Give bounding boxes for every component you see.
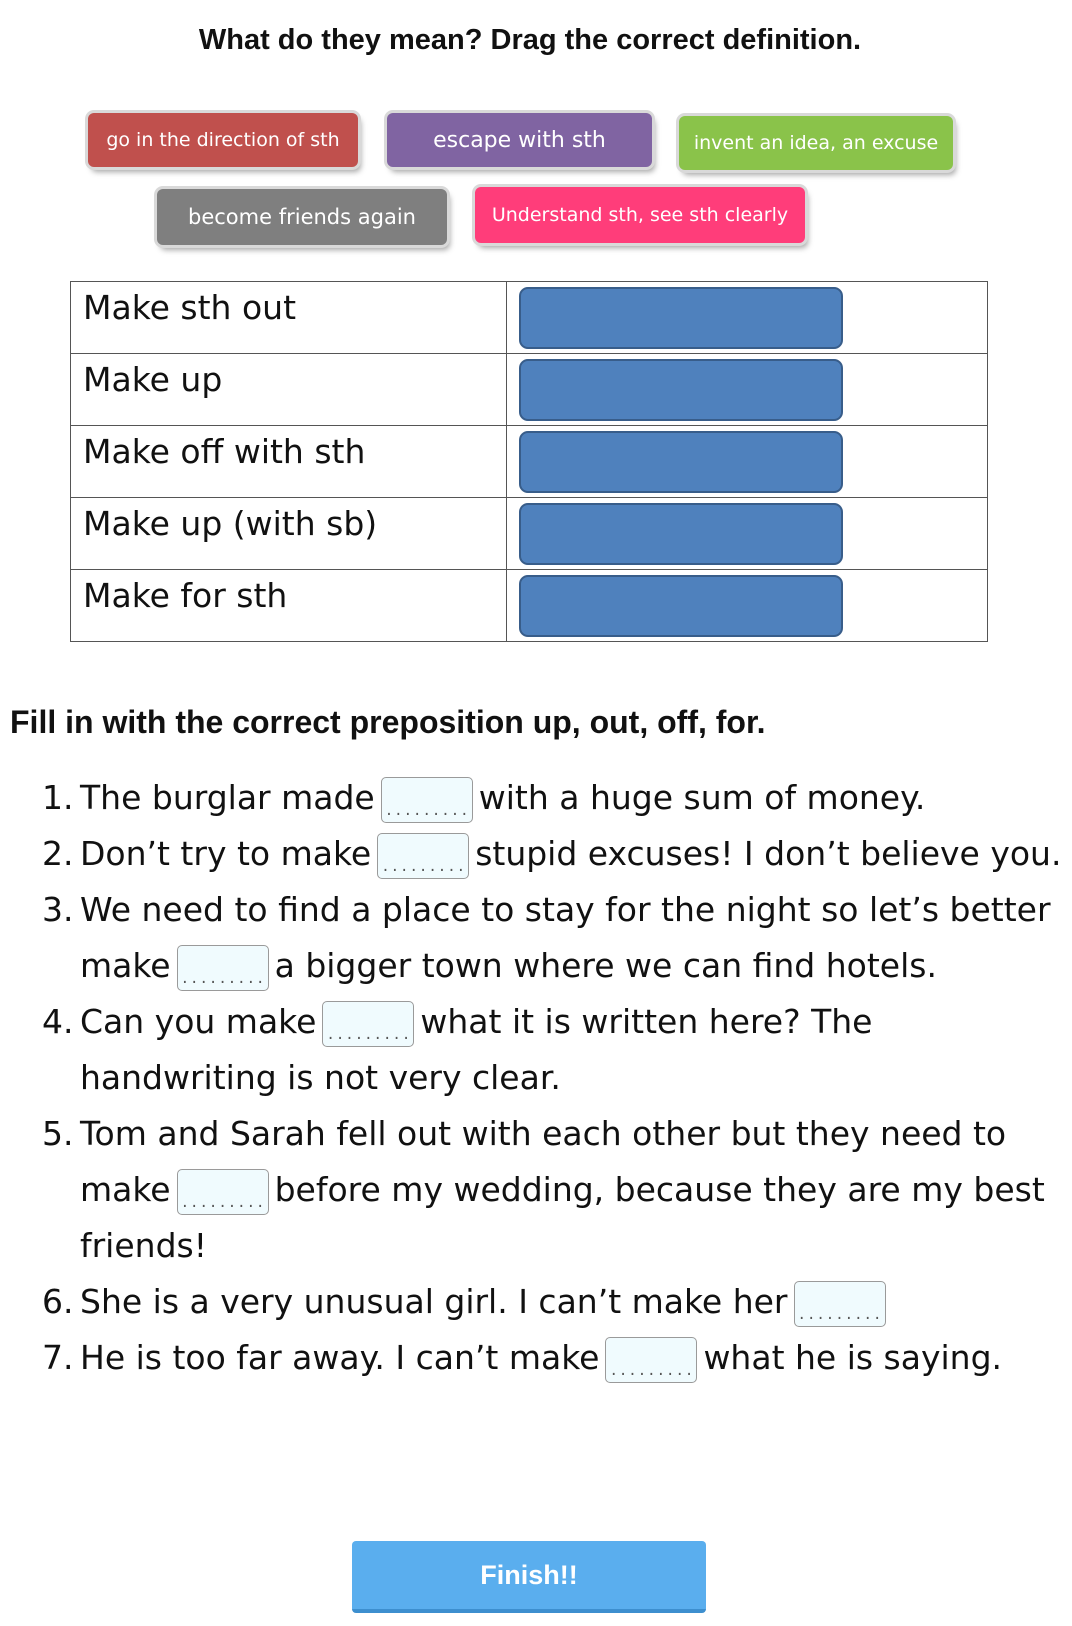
drop-cell (507, 282, 988, 354)
sentence-before: She is a very unusual girl. I can’t make her (80, 1282, 788, 1321)
answer-input[interactable]: ......... (794, 1281, 886, 1327)
exercise-text (80, 994, 1062, 1106)
section-title: Fill in with the correct preposition up, out, off, for. (10, 704, 766, 740)
chip-label: become friends again (188, 205, 416, 229)
answer-input[interactable]: ......... (605, 1337, 697, 1383)
drop-target[interactable] (519, 359, 843, 421)
sentence-after: a bigger town where we can find hotels. (274, 946, 937, 985)
chip-label: go in the direction of sth (106, 129, 340, 151)
exercise-item (42, 882, 1062, 994)
exercise-text (80, 770, 1062, 826)
exercise-number: 5. (42, 1114, 74, 1153)
sentence-before: Can you make (80, 1002, 317, 1041)
drop-target[interactable] (519, 287, 843, 349)
drop-cell (507, 570, 988, 642)
exercise-item (42, 826, 1062, 882)
exercise-item (42, 770, 1062, 826)
exercise-list (42, 770, 1062, 1386)
chip-label: invent an idea, an excuse (693, 132, 939, 154)
chip-label: escape with sth (433, 127, 606, 153)
term-cell: Make sth out (71, 282, 507, 354)
sentence-after: with a huge sum of money. (478, 778, 926, 817)
chip-invent-idea[interactable] (679, 116, 953, 170)
exercise-text (80, 1330, 1062, 1386)
exercise-item (42, 1274, 1062, 1330)
exercise-text (80, 882, 1062, 994)
term-cell: Make up (71, 354, 507, 426)
drop-target[interactable] (519, 503, 843, 565)
exercise-item (42, 994, 1062, 1106)
exercise-text (80, 1106, 1062, 1274)
sentence-before: He is too far away. I can’t make (80, 1338, 600, 1377)
table-row (71, 426, 988, 498)
chip-label: Understand sth, see sth clearly (491, 204, 789, 226)
exercise-text (80, 826, 1062, 882)
sentence-before: The burglar made (80, 778, 375, 817)
drop-cell (507, 354, 988, 426)
term-cell: Make off with sth (71, 426, 507, 498)
sentence-after: stupid excuses! I don’t believe you. (475, 834, 1062, 873)
sentence-after: before my wedding, because they are my best friends! (80, 1170, 1045, 1265)
drop-target[interactable] (519, 431, 843, 493)
exercise-number: 3. (42, 890, 74, 929)
exercise-number: 7. (42, 1338, 74, 1377)
term-cell: Make up (with sb) (71, 498, 507, 570)
answer-input[interactable]: ......... (322, 1001, 414, 1047)
table-row (71, 498, 988, 570)
drop-target[interactable] (519, 575, 843, 637)
exercise-number: 6. (42, 1282, 74, 1321)
answer-input[interactable]: ......... (377, 833, 469, 879)
matching-table (70, 281, 988, 642)
exercise-item (42, 1106, 1062, 1274)
answer-input[interactable]: ......... (177, 1169, 269, 1215)
exercise-number: 2. (42, 834, 74, 873)
sentence-before: We need to find a place to stay for the night so let’s better make (80, 890, 1051, 985)
sentence-before: Tom and Sarah fell out with each other but they need to make (80, 1114, 1007, 1209)
table-row (71, 570, 988, 642)
chip-go-in-direction[interactable] (88, 113, 358, 167)
table-row (71, 354, 988, 426)
sentence-before: Don’t try to make (80, 834, 372, 873)
exercise-number: 4. (42, 1002, 74, 1041)
answer-input[interactable]: ......... (177, 945, 269, 991)
table-row (71, 282, 988, 354)
chip-understand[interactable] (475, 187, 805, 243)
exercise-text (80, 1274, 1062, 1330)
finish-button[interactable]: Finish!! (352, 1541, 706, 1613)
chip-become-friends[interactable] (157, 189, 447, 245)
term-cell: Make for sth (71, 570, 507, 642)
page-title: What do they mean? Drag the correct definition. (198, 24, 862, 56)
exercise-number: 1. (42, 778, 74, 817)
sentence-after: what it is written here? The handwriting is not very clear. (80, 1002, 873, 1097)
chip-escape-with[interactable] (387, 113, 652, 167)
answer-input[interactable]: ......... (381, 777, 473, 823)
drop-cell (507, 498, 988, 570)
sentence-after: what he is saying. (703, 1338, 1003, 1377)
drop-cell (507, 426, 988, 498)
exercise-item (42, 1330, 1062, 1386)
